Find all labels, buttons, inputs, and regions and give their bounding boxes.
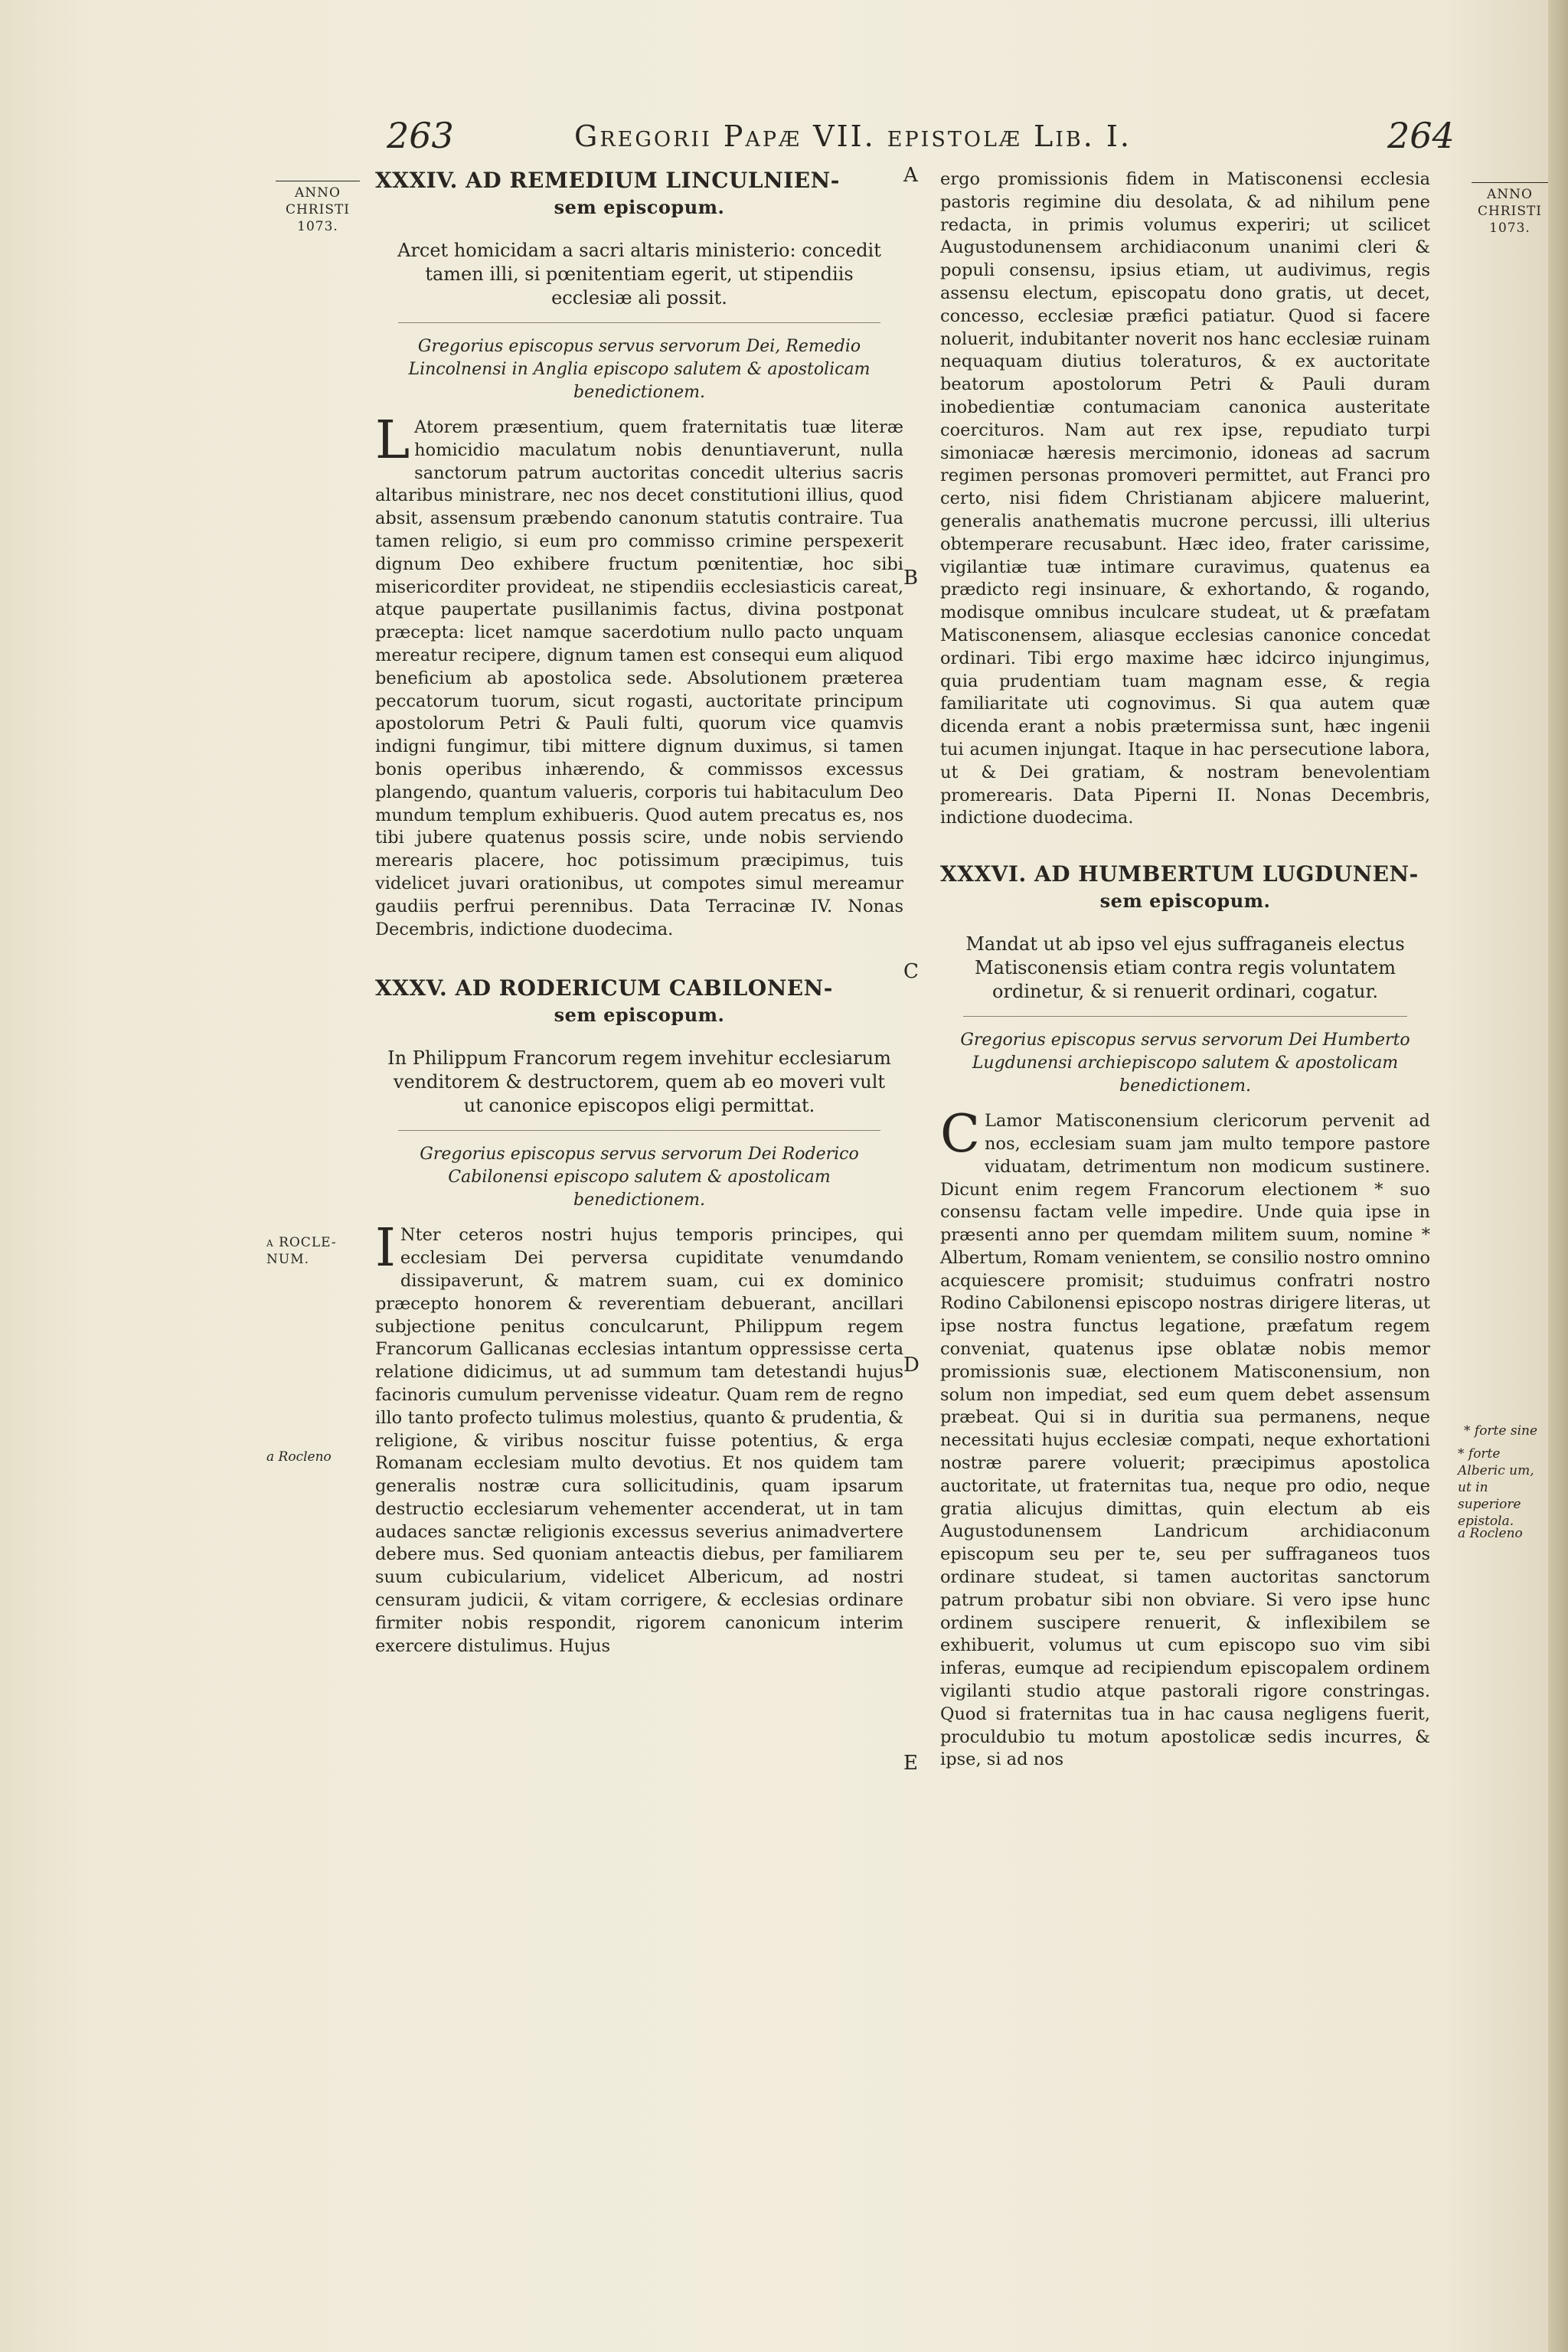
- letter-35-heading: [375, 975, 903, 1028]
- section-marker-e: E: [903, 1752, 918, 1775]
- letter-34-text: Atorem præsentium, quem fraternitatis tuæ literæ homicidio maculatum nobis denuntiaverunt, nulla sanctorum patrum auctoritas concedit ulterius sacris altaribus ministrare, nec nos decet constitutioni illius, quod absit, assensum præbendo canonum statutis contraire. Tua tamen religio, si eum pro commisso crimine perspexerit dignum Deo exhibere fructum pœnitentiæ, hoc sibi misericorditer provideat, ne stipendiis ecclesiasticis careat, atque paupertate pusillanimis factus, divina postponat præcepta: licet namque sacerdotium nullo pacto unquam mereatur recipere, dignum tamen est consequi eum aliquod beneficium ab apostolica sede. Absolutionem præterea peccatorum tuorum, sicut rogasti, auctoritate principum apostolorum Petri & Pauli fulti, quorum vice quamvis indigni fungimur, tibi mittere dignum duximus, si tamen bonis operibus inhærendo, & commissos excessus plangendo, quantum valueris, corporis tui habitaculum Deo mundum templum exhibueris. Quod autem precatus es, nos tibi jubere quatenus possis scire, unde nobis serviendo merearis placere, hoc potissimum præcipimus, tuis videlicet juvari orationibus, ut compotes simul mereamur gaudiis perfrui perennibus. Data Terracinæ IV. Nonas Decembris, indictione duodecima.: [375, 417, 903, 939]
- section-marker-b: B: [903, 567, 919, 590]
- letter-36-heading-sub: sem episcopum.: [1099, 890, 1271, 913]
- running-title: Gregorii Papæ VII. epistolæ Lib. I.: [574, 119, 1132, 153]
- letter-36-summary: Mandat ut ab ipso vel ejus suffraganeis electus Matisconensis etiam contra regis voluntatem ordinetur, & si renuerit ordinari, cogatur.: [965, 933, 1405, 1003]
- section-marker-d: D: [903, 1354, 920, 1377]
- letter-35-heading-line: XXXV. AD RODERICUM CABILONEN-: [375, 975, 833, 1001]
- letter-36-salutation: Gregorius episcopus servus servorum Dei Humberto Lugdunensi archiepiscopo salutem & apostolicam benedictionem.: [960, 1031, 1410, 1096]
- letter-35-drop-cap: I: [375, 1218, 396, 1279]
- letter-35-continuation: ergo promissionis fidem in Matisconensi ecclesia pastoris regimine diu desolata, & ad nihilum pene redacta, in primis volumus experiri; ut scilicet Augustodunensem archidiaconum unanimi cleri & populi consensu, ipsius etiam, ut audivimus, regis assensu electum, episcopatu dono gratis, ut decet, concesso, ecclesiæ præfici patiatur. Quod si facere noluerit, indubitanter noverit nos hanc ecclesiæ ruinam nequaquam diutius toleraturos, & ex auctoritate beatorum apostolorum Petri & Pauli duram inobedientiæ contumaciam canonica austeritate coercituros. Nam aut rex ipse, repudiato turpi simoniacæ hæresis mercimonio, idoneas ad sacrum regimen personas promoveri permittet, aut Franci pro certo, nisi fidem Christianam abjicere maluerint, generalis anathematis mucrone percussi, illi ulterius obtemperare recusabunt. Hæc ideo, frater carissime, vigilantiæ tuæ intimare curavimus, quatenus ea prædicto regi insinuare, & exhortando, & rogando, modisque omnibus inculcare studeat, ut & præfatam Matisconensem, aliasque ecclesias canonice concedat ordinari. Tibi ergo maxime hæc idcirco injungimus, quia prudentiam tuam magnam esse, & regia familiaritate uti cognovimus. Si qua autem quæ dicenda erant a nobis prætermissa sunt, hæc ingenii tui acumen injungat. Itaque in hac persecutione labora, ut & Dei gratiam, & nostram benevolentiam promerearis. Data Piperni II. Nonas Decembris, indictione duodecima.: [940, 169, 1430, 828]
- letter-36-text: Lamor Matisconensium clericorum pervenit ad nos, ecclesiam suam jam multo tempore pastore viduatam, detrimentum non modicum sustinere. Dicunt enim regem Francorum electionem * suo consensu factam velle impedire. Unde quia ipse in præsenti anno per quemdam militem suum, nomine * Albertum, Romam venientem, se consilio nostro omnino acquiescere promisit; studuimus confratri nostro Rodino Cabilonensi episcopo nostras dirigere literas, ut ipse nostra functus legatione, præfatum regem conveniat, quatenus ipse oblatæ nobis memor promissionis suæ, electionem Matisconensium, non solum non impediat, sed eum quem debet assensum præbeat. Qui si in duritia sua permanens, neque necessitati hujus ecclesiæ compati, neque exhortationi nostræ parere voluerit; præcipimus apostolica auctoritate, ut fraternitas tua, neque pro odio, neque gratia alicujus dimittas, quin electum ab eis Augustodunensem Landricum archidiaconum episcopum seu per te, seu per suffraganeos tuos ordinare studeat, si tamen auctoritas sanctorum patrum probatur sibi non obviare. Si vero ipse hunc ordinem suscipere renuerit, & inflexibilem se exhibuerit, volumus ut cum episcopo suo vim sibi inferas, eumque ad recipiendum episcopalem ordinem vigilanti studio atque pastorali rigore constringas. Quod si fraternitas tua in hac causa negligens fuerit, proculdubio tu motum apostolicæ sedis incurres, & ipse, si ad nos: [940, 1111, 1430, 1770]
- letter-36: [940, 861, 1430, 1772]
- left-column: [375, 167, 903, 1658]
- letter-36-body: [940, 1104, 1430, 1772]
- divider-rule: [398, 1130, 880, 1131]
- letter-34-heading-sub: sem episcopum.: [554, 196, 725, 218]
- margin-note-rocleno: a Rocleno: [266, 1449, 332, 1465]
- right-page-number: 264: [1387, 115, 1455, 156]
- margin-note-rocle-num: a ROCLE-NUM.: [266, 1235, 337, 1267]
- section-marker-a: A: [903, 164, 918, 187]
- letter-35-heading-sub: sem episcopum.: [554, 1004, 725, 1027]
- divider-rule: [963, 1016, 1407, 1017]
- section-marker-c: C: [903, 960, 919, 983]
- binding-gutter: [1548, 0, 1568, 2352]
- right-column: [940, 167, 1430, 1772]
- margin-note-forte-sine: * forte sine: [1464, 1423, 1538, 1439]
- letter-35: [375, 975, 903, 1658]
- letter-34: [375, 167, 903, 941]
- divider-rule: [398, 322, 880, 323]
- letter-36-heading-line: XXXVI. AD HUMBERTUM LUGDUNEN-: [940, 861, 1419, 887]
- margin-note-rocleno-right: a Rocleno: [1458, 1526, 1523, 1541]
- anno-christi-right: ANNO CHRISTI 1073.: [1472, 182, 1548, 237]
- anno-christi-left: ANNO CHRISTI 1073.: [276, 181, 360, 235]
- letter-34-salutation: Gregorius episcopus servus servorum Dei, Remedio Lincolnensi in Anglia episcopo salutem & apostolicam benedictionem.: [408, 337, 871, 402]
- letter-35-summary: In Philippum Francorum regem invehitur ecclesiarum venditorem & destructorem, quem ab eo moveri vult ut canonice episcopos eligi permittat.: [387, 1047, 891, 1117]
- letter-34-heading: [375, 167, 903, 220]
- letter-35-text: Nter ceteros nostri hujus temporis principes, qui ecclesiam Dei perversa cupiditate venumdando dissipaverunt, & matrem suam, cui ex dominico præcepto honorem & reverentiam debuerant, ancillari subjectione penitus conculcarunt, Philippum regem Francorum Gallicanas ecclesias intantum oppressisse certa relatione didicimus, ut ad summum tam detestandi hujus facinoris cumulum pervenisse videatur. Quam rem de regno illo tanto profecto tulimus molestius, quanto & prudentia, & religione, & viribus noscitur fuisse potentius, & erga Romanam ecclesiam multo devotius. Et nos quidem tam generalis nostræ cura sollicitudinis, quam ipsarum destructio ecclesiarum vehementer accenderat, ut in tam audaces sanctæ religionis excessus severius animadvertere debere mus. Sed quoniam anteactis diebus, per familiarem suum cubicularium, videlicet Albericum, ad nostri censuram judicii, & vitam corrigere, & ecclesias ordinare firmiter nobis respondit, rigorem canonicum interim exercere distulimus. Hujus: [375, 1225, 903, 1656]
- letter-36-heading: [940, 861, 1430, 914]
- left-page-number: 263: [387, 115, 454, 156]
- margin-note-forte-alberic: * forte Alberic um, ut in superiore epistola.: [1458, 1446, 1534, 1529]
- running-head: [0, 115, 1568, 161]
- letter-34-heading-line: XXXIV. AD REMEDIUM LINCULNIEN-: [375, 168, 840, 193]
- letter-34-summary: Arcet homicidam a sacri altaris ministerio: concedit tamen illi, si pœnitentiam egerit, ut stipendiis ecclesiæ ali possit.: [397, 240, 881, 309]
- letter-35-body: [375, 1218, 903, 1658]
- letter-35-salutation: Gregorius episcopus servus servorum Dei Roderico Cabilonensi episcopo salutem & apostolicam benedictionem.: [420, 1145, 859, 1210]
- letter-36-drop-cap: C: [940, 1104, 981, 1165]
- letter-34-drop-cap: L: [375, 410, 410, 471]
- letter-34-body: [375, 410, 903, 941]
